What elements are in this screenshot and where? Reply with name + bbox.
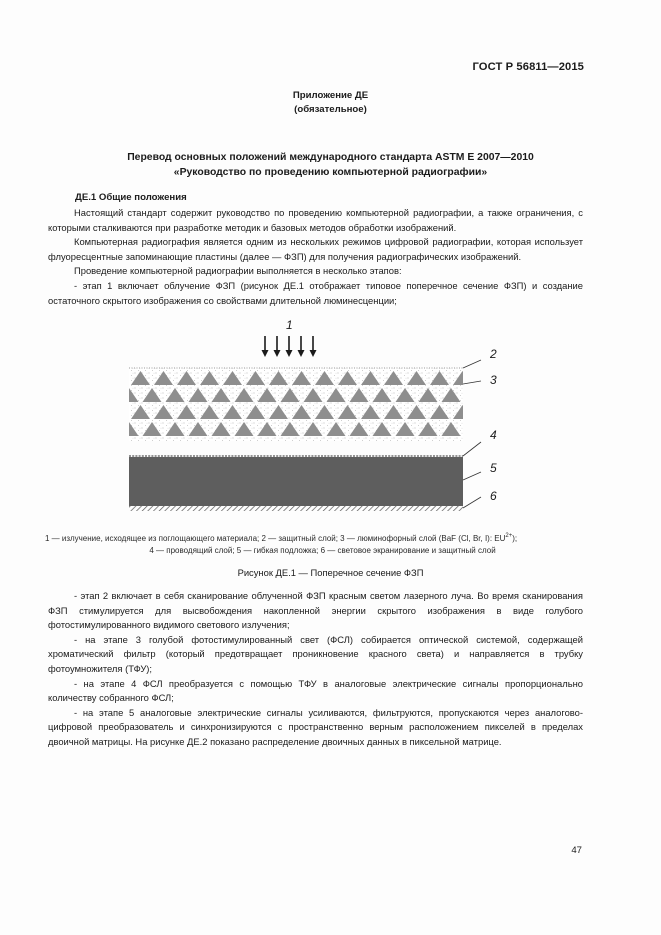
paragraph: Настоящий стандарт содержит руководство по проведению компьютерной радиографии, а также ограничения, с которыми сталкиваются при разработке методик и базовых методов обработки изображений. [48, 207, 583, 233]
annex-status: (обязательное) [294, 104, 367, 115]
phosphor-grains [129, 370, 463, 439]
callout-6: 6 [490, 489, 497, 503]
paragraph: - этап 2 включает в себя сканирование облученной ФЗП красным светом лазерного луча. Во время сканирования ФЗП стимулируется для высвобождения накопленной энергии скрытого изображения в виде голубого фотостимулированного видимого светового излучения; [48, 590, 583, 631]
process-steps [48, 589, 583, 750]
document-title [0, 151, 661, 180]
legend-text-end: ); [512, 534, 518, 543]
callout-5: 5 [490, 461, 497, 475]
paragraph: Компьютерная радиография является одним из нескольких режимов цифровой радиографии, которая использует флуоресцентные запоминающие пластины (далее — ФЗП) для получения радиографических изображений. [48, 236, 583, 262]
paragraph: - на этапе 4 ФСЛ преобразуется с помощью ТФУ в аналоговые электрические сигналы пропорционально количеству собранного ФСЛ; [48, 677, 583, 704]
figure-legend [45, 533, 600, 556]
legend-superscript: 2+ [505, 533, 513, 539]
annex-title [0, 89, 661, 117]
annex-label: Приложение ДЕ [292, 90, 369, 101]
cross-section-diagram [120, 312, 520, 522]
callout-4: 4 [490, 428, 497, 442]
intro-text [48, 206, 583, 308]
paragraph: - на этапе 5 аналоговые электрические сигналы усиливаются, фильтруются, пропускаются через аналогово-цифровой преобразователь и синхронизируются с пространственно верным расположением пикселей в пределах двоичной матрицы. На рисунке ДЕ.2 показано распределение двоичных данных в пиксельной матрице. [48, 706, 583, 747]
figure-caption: Рисунок ДЕ.1 — Поперечное сечение ФЗП [237, 567, 424, 578]
legend-text: 1 — излучение, исходящее из поглощающего материала; 2 — защитный слой; 3 — люминофорный слой (BaF (Cl, Br, I): EU [45, 534, 506, 543]
paragraph: Проведение компьютерной радиографии выполняется в несколько этапов: [74, 265, 402, 277]
flexible-substrate [129, 457, 463, 506]
page-number: 47 [571, 845, 582, 856]
standard-code: ГОСТ Р 56811—2015 [472, 61, 584, 73]
section-heading: ДЕ.1 Общие положения [75, 192, 187, 203]
callout-2: 2 [490, 347, 497, 361]
leader-lines [463, 360, 481, 508]
light-shielding-layer [129, 506, 463, 511]
callout-3: 3 [490, 373, 497, 387]
cross-section-figure [120, 312, 520, 522]
paragraph: - на этапе 3 голубой фотостимулированный свет (ФСЛ) собирается оптической системой, содержащей хроматический фильтр (который предотвращает проникновение красного света) и направляется в трубку фотоумножителя (ТФУ); [48, 633, 583, 674]
figure-legend-line-2: 4 — проводящий слой; 5 — гибкая подложка; 6 — световое экранирование и защитный слой [149, 545, 496, 555]
document-title-line-1: Перевод основных положений международного стандарта ASTM E 2007—2010 [127, 152, 534, 163]
radiation-arrows [262, 336, 317, 357]
paragraph: - этап 1 включает облучение ФЗП (рисунок ДЕ.1 отображает типовое поперечное сечение ФЗП) и создание остаточного скрытого изображения со свойствами длительной люминесценции; [48, 279, 583, 306]
figure-legend-line-1 [45, 533, 600, 545]
callout-1: 1 [286, 318, 293, 332]
document-title-line-2: «Руководство по проведению компьютерной радиографии» [173, 166, 488, 178]
